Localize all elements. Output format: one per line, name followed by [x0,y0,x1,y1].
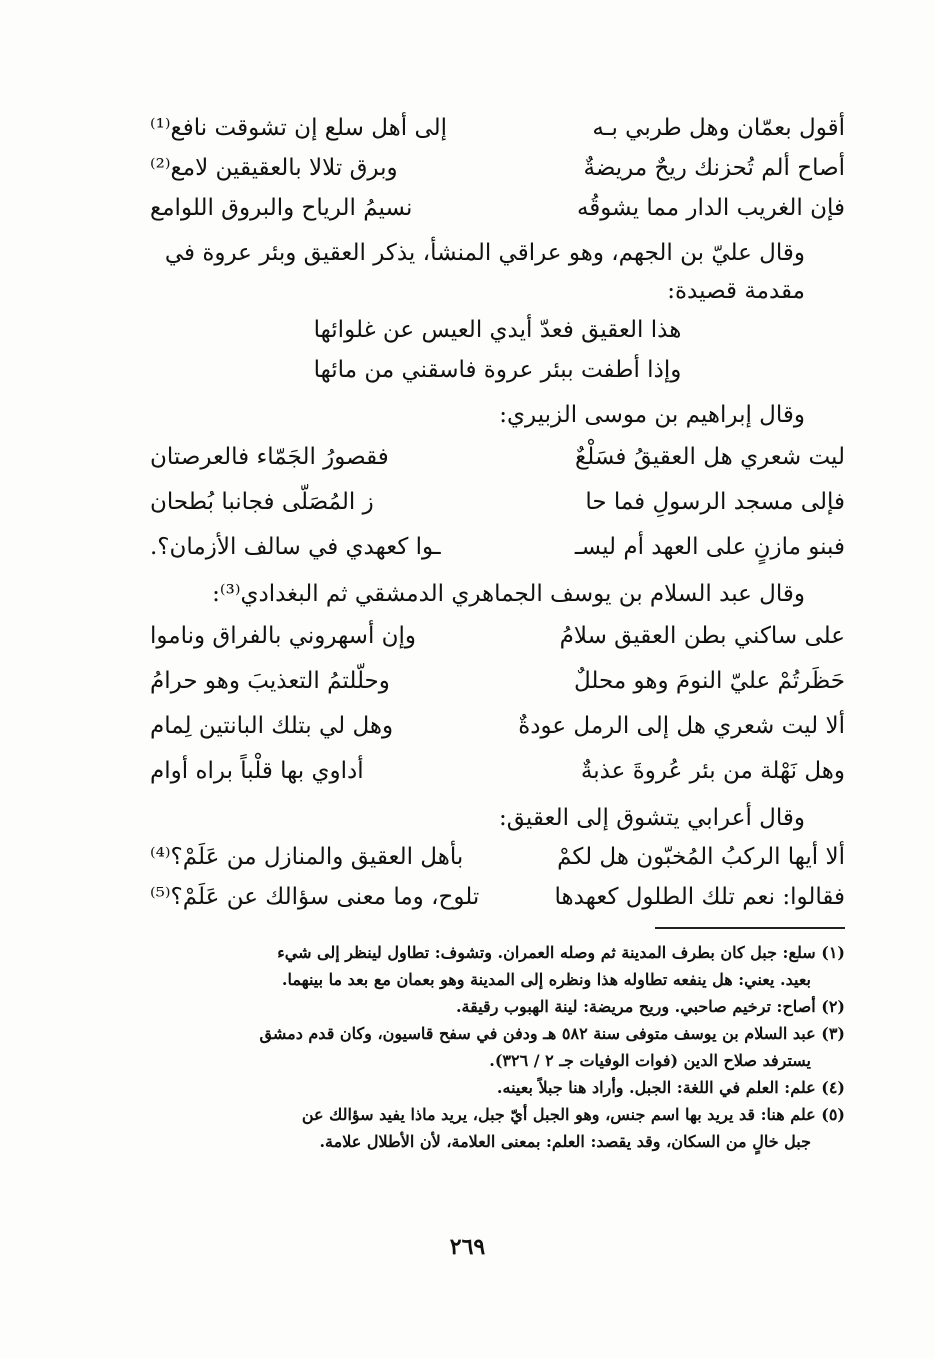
verse-first-hemistich: أصاح ألم تُحزنك ريحٌ مريضةٌ [583,155,845,181]
footnote-continuation: يسترفد صلاح الدين (فوات الوفيات جـ ٢ / ٣٢٦). [489,1051,811,1070]
verse-second-hemistich: إلى أهل سلع إن تشوقت نافع⁽¹⁾ [150,115,448,141]
verse-line [150,434,845,479]
footnote-line: (٣) عبد السلام بن يوسف متوفى سنة ٥٨٢ هـ ودفن في سفح قاسيون، وكان قدم دمشق [259,1024,845,1043]
footnotes [150,939,845,1155]
page-number: ٢٦٩ [449,1234,486,1260]
verse-line: وإذا أطفت ببئر عروة فاسقني من مائها [313,357,682,383]
verse-line [150,524,845,569]
footnote-line: (٤) علم: العلم في اللغة: الجبل. وأراد هنا جبلاً بعينه. [496,1078,845,1097]
footnote [150,1101,845,1155]
verse-second-hemistich: وهل لي بتلك البانتين لِمام [150,712,394,739]
verse-line [150,188,845,228]
verse-line [150,108,845,148]
intro-paragraph [150,234,845,310]
footnote [150,1074,845,1101]
footnote-continuation: بعيد. يعني: هل ينفعه تطاوله هذا ونظره إلى المدينة وهو بعمان مع بعد ما بينهما. [281,970,811,989]
intro-text: وقال عبد السلام بن يوسف الجماهري الدمشقي ثم البغدادي⁽³⁾: [212,581,805,607]
verse-first-hemistich: فبنو مازنٍ على العهد أم ليسـ [574,533,845,560]
poem-block-5 [150,837,845,917]
verse-second-hemistich: وبرق تلالا بالعقيقين لامع⁽²⁾ [150,155,398,181]
intro-paragraph [150,396,845,434]
verse-line [150,837,845,877]
verse-line [150,748,845,793]
verse-line [150,479,845,524]
verse-second-hemistich: بأهل العقيق والمنازل من عَلَمْ؟⁽⁴⁾ [150,844,464,870]
verse-first-hemistich: على ساكني بطن العقيق سلامُ [559,622,845,649]
verse-first-hemistich: فقالوا: نعم تلك الطلول كعهدها [554,884,845,910]
verse-second-hemistich: نسيمُ الرياح والبروق اللوامع [150,195,413,221]
verse-first-hemistich: ألا أيها الركبُ المُخبّون هل لكمْ [557,844,845,870]
poem-block-1 [150,108,845,228]
verse-line [150,148,845,188]
verse-line: هذا العقيق فعدّ أيدي العيس عن غلوائها [313,317,682,343]
footnote-continuation: جبل خالٍ من السكان، وقد يقصد: العلم: بمعنى العلامة، لأن الأطلال علامة. [319,1132,811,1151]
intro-text: وقال إبراهيم بن موسى الزبيري: [499,402,805,428]
footnote-line: (٢) أصاح: ترخيم صاحبي. وريح مريضة: لينة الهبوب رقيقة. [455,997,845,1016]
verse-first-hemistich: وهل نَهْلة من بئر عُروةَ عذبةٌ [580,757,845,784]
verse-second-hemistich: وحلّلتمُ التعذيبَ وهو حرامُ [150,667,390,694]
page-content [150,108,845,1155]
verse-second-hemistich: تلوح، وما معنى سؤالك عن عَلَمْ؟⁽⁵⁾ [150,884,480,910]
intro-text: وقال أعرابي يتشوق إلى العقيق: [499,805,805,831]
verse-first-hemistich: فإلى مسجد الرسولِ فما حا [585,488,845,515]
verse-first-hemistich: حَظَرتُمْ عليّ النومَ وهو محللٌ [573,667,845,694]
verse-first-hemistich: فإن الغريب الدار مما يشوقُه [576,195,845,221]
verse-first-hemistich: ليت شعري هل العقيقُ فسَلْعٌ [574,443,845,470]
verse-second-hemistich: ز المُصَلّى فجانبا بُطحان [150,488,374,515]
verse-second-hemistich: فقصورُ الجَمّاء فالعرصتان [150,443,389,470]
verse-first-hemistich: أقول بعمّان وهل طربي بـه [592,115,845,141]
verse-second-hemistich: ـوا كعهدي في سالف الأزمان؟. [150,533,441,560]
verse-second-hemistich: أداوي بها قلْباً براه أوام [150,757,364,784]
poem-block-3 [150,434,845,569]
footnote [150,993,845,1020]
poem-block-4 [150,613,845,793]
verse-line [150,613,845,658]
footnote-line: (٥) علم هنا: قد يريد بها اسم جنس، وهو الجبل أيّ جبل، يريد ماذا يفيد سؤالك عن [301,1105,845,1124]
footnote [150,939,845,993]
footnote-line: (١) سلع: جبل كان بطرف المدينة ثم وصله العمران. وتشوف: تطاول لينظر إلى شيء [277,943,845,962]
footnote-separator [655,927,845,929]
intro-text: وقال عليّ بن الجهم، وهو عراقي المنشأ، يذكر العقيق وبئر عروة في مقدمة قصيدة: [164,240,805,304]
verse-line [150,703,845,748]
verse-first-hemistich: ألا ليت شعري هل إلى الرمل عودةٌ [518,712,845,739]
verse-second-hemistich: وإن أسهروني بالفراق وناموا [150,622,417,649]
verse-line [150,877,845,917]
intro-paragraph [150,799,845,837]
footnote [150,1020,845,1074]
intro-paragraph [150,575,845,613]
verse-line [150,658,845,703]
poem-block-2 [150,310,845,390]
